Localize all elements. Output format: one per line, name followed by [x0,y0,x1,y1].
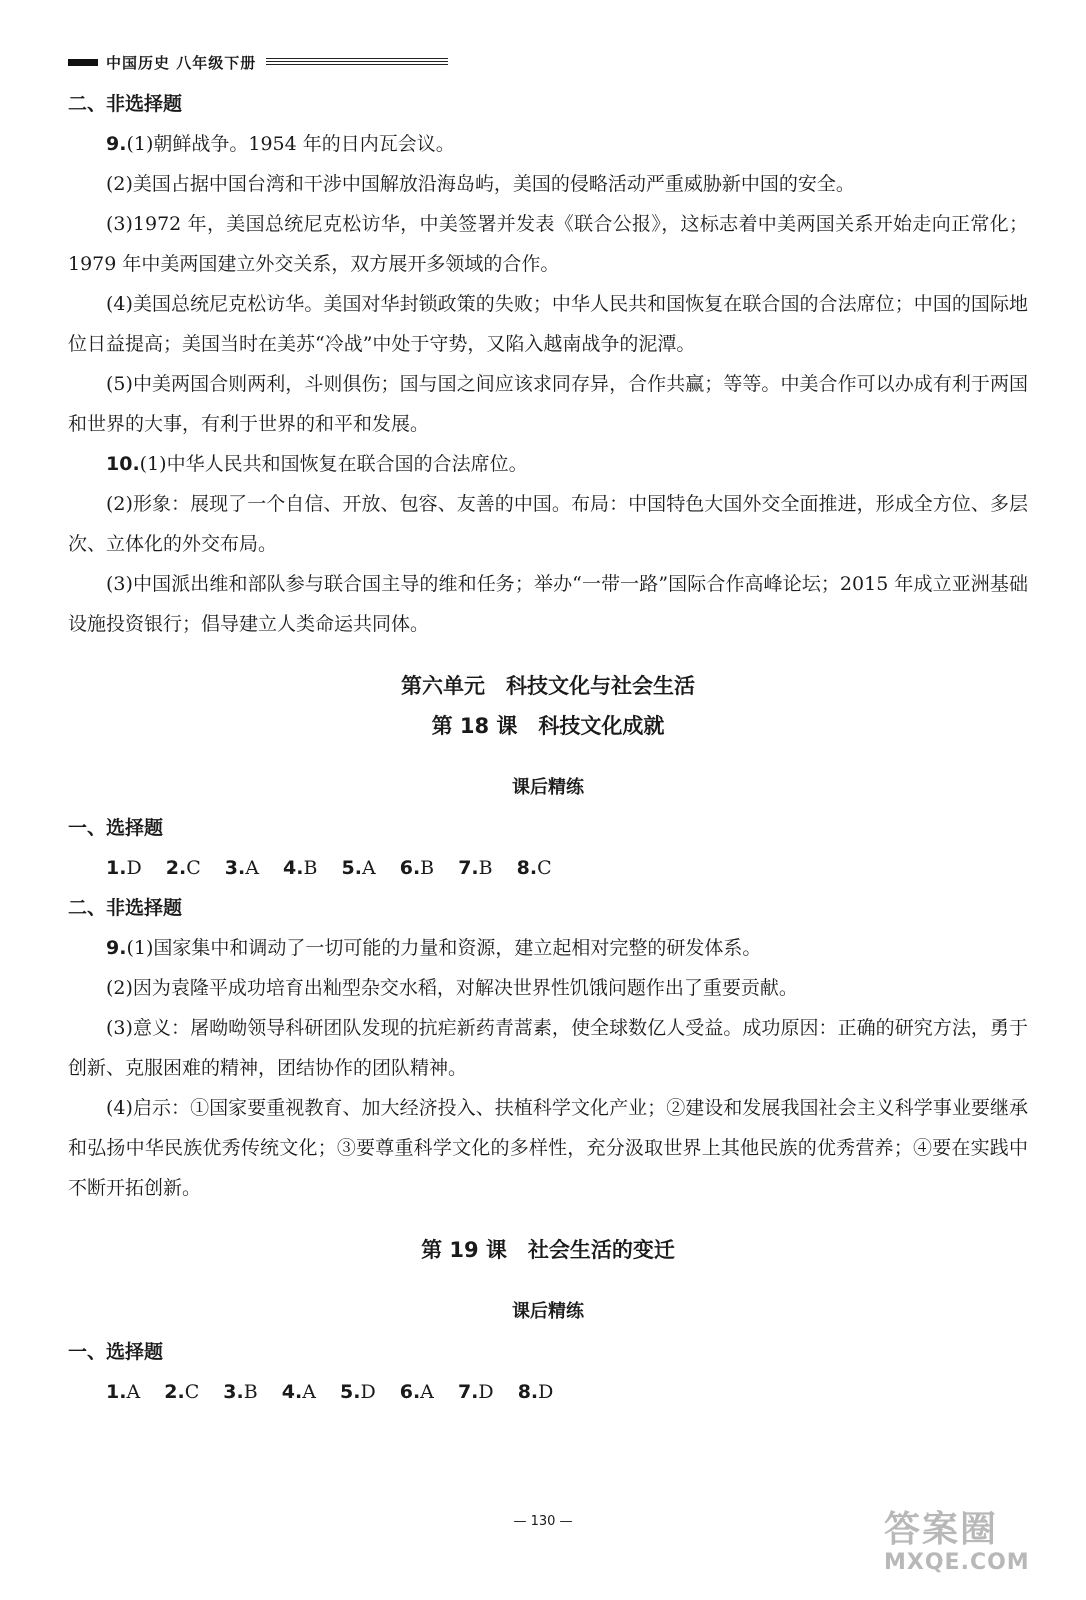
practice-heading-19: 课后精练 [512,1301,584,1322]
choice-answer: 5.A [341,857,376,879]
section-heading-choice: 一、选择题 [68,817,164,839]
answer-paragraph [68,124,1028,164]
choice-answer: 1.A [106,1381,141,1403]
section-heading-nonchoice: 二、非选择题 [68,93,183,115]
answer-text: (4)美国总统尼克松访华。美国对华封锁政策的失败；中华人民共和国恢复在联合国的合法席位；中国的国际地位日益提高；美国当时在美苏“冷战”中处于守势，又陷入越南战争的泥潭。 [68,293,1028,355]
answer-paragraph [68,164,1028,204]
choice-answer: 5.D [339,1381,376,1403]
watermark-text: 答案圈 [884,1509,999,1550]
answer-text: (2)形象：展现了一个自信、开放、包容、友善的中国。布局：中国特色大国外交全面推进，形成全方位、多层次、立体化的外交布局。 [68,493,1028,555]
choice-answer: 3.A [224,857,259,879]
choice-answer: 4.B [283,857,318,879]
choice-answer: 8.D [517,1381,554,1403]
lesson-title-19: 第 19 课 社会生活的变迁 [421,1238,675,1262]
answer-paragraph [68,284,1028,364]
lesson-title-18: 第 18 课 科技文化成就 [431,714,665,738]
answer-text: (5)中美两国合则两利，斗则俱伤；国与国之间应该求同存异，合作共赢；等等。中美合作可以办成有利于两国和世界的大事，有利于世界的和平和发展。 [68,373,1028,435]
spacer [68,644,1028,666]
spacer [68,1270,1028,1292]
answer-text: (4)启示：①国家要重视教育、加大经济投入、扶植科学文化产业；②建设和发展我国社会主义科学事业要继承和弘扬中华民族优秀传统文化；③要尊重科学文化的多样性，充分汲取世界上其他民族的优秀营养；④要在实践中不断开拓创新。 [68,1097,1028,1199]
answer-text: (1)中华人民共和国恢复在联合国的合法席位。 [139,453,528,475]
answer-text: (2)美国占据中国台湾和干涉中国解放沿海岛屿，美国的侵略活动严重威胁新中国的安全。 [106,173,855,195]
answer-paragraph [68,364,1028,444]
choice-answer: 8.C [516,857,552,879]
answer-text: (3)1972 年，美国总统尼克松访华，中美签署并发表《联合公报》，这标志着中美两国关系开始走向正常化；1979 年中美两国建立外交关系，双方展开多领域的合作。 [68,213,1028,275]
answer-paragraph [68,204,1028,284]
header-rule-lines [266,58,448,67]
answer-text: (2)因为袁隆平成功培育出籼型杂交水稻，对解决世界性饥饿问题作出了重要贡献。 [106,977,798,999]
choice-answer: 6.B [399,857,435,879]
page-content [68,84,1028,1412]
choice-answer: 3.B [223,1381,258,1403]
lesson18-answers [68,928,1028,1208]
watermark-url: MXQE.COM [884,1550,1030,1575]
question-number: 10. [106,453,140,475]
page-header [68,50,448,74]
header-bar [68,59,98,66]
answer-text: (3)意义：屠呦呦领导科研团队发现的抗疟新药青蒿素，使全球数亿人受益。成功原因：正确的研究方法，勇于创新、克服困难的精神，团结协作的团队精神。 [68,1017,1028,1079]
choice-answer: 1.D [106,857,142,879]
answer-text: (3)中国派出维和部队参与联合国主导的维和任务；举办“一带一路”国际合作高峰论坛；2015 年成立亚洲基础设施投资银行；倡导建立人类命运共同体。 [68,573,1028,635]
answer-paragraph [68,444,1028,484]
answer-paragraph [68,928,1028,968]
choice-answer: 6.A [399,1381,434,1403]
choice-answer: 2.C [165,857,201,879]
spacer [68,1208,1028,1230]
spacer [68,746,1028,768]
choice-answer: 4.A [281,1381,316,1403]
answer-text: (1)国家集中和调动了一切可能的力量和资源，建立起相对完整的研发体系。 [126,937,762,959]
question-number: 9. [106,937,127,959]
section-heading-choice: 一、选择题 [68,1341,164,1363]
answer-paragraph [68,564,1028,644]
book-title: 中国历史 八年级下册 [106,53,257,72]
page-number: — 130 — [513,1514,573,1529]
answer-text: (1)朝鲜战争。1954 年的日内瓦会议。 [126,133,455,155]
choice-answer: 7.B [458,857,493,879]
block1-answers [68,124,1028,644]
answer-paragraph [68,1088,1028,1208]
choice-answers-18 [68,848,1028,888]
answer-paragraph [68,484,1028,564]
unit-title: 第六单元 科技文化与社会生活 [401,674,695,698]
watermark-logo [884,1510,1064,1580]
question-number: 9. [106,133,127,155]
section-heading-nonchoice: 二、非选择题 [68,897,183,919]
choice-answer: 2.C [164,1381,200,1403]
choice-answer: 7.D [457,1381,494,1403]
practice-heading-18: 课后精练 [512,777,584,798]
answer-paragraph [68,1008,1028,1088]
choice-answers-19 [68,1372,1028,1412]
answer-paragraph [68,968,1028,1008]
